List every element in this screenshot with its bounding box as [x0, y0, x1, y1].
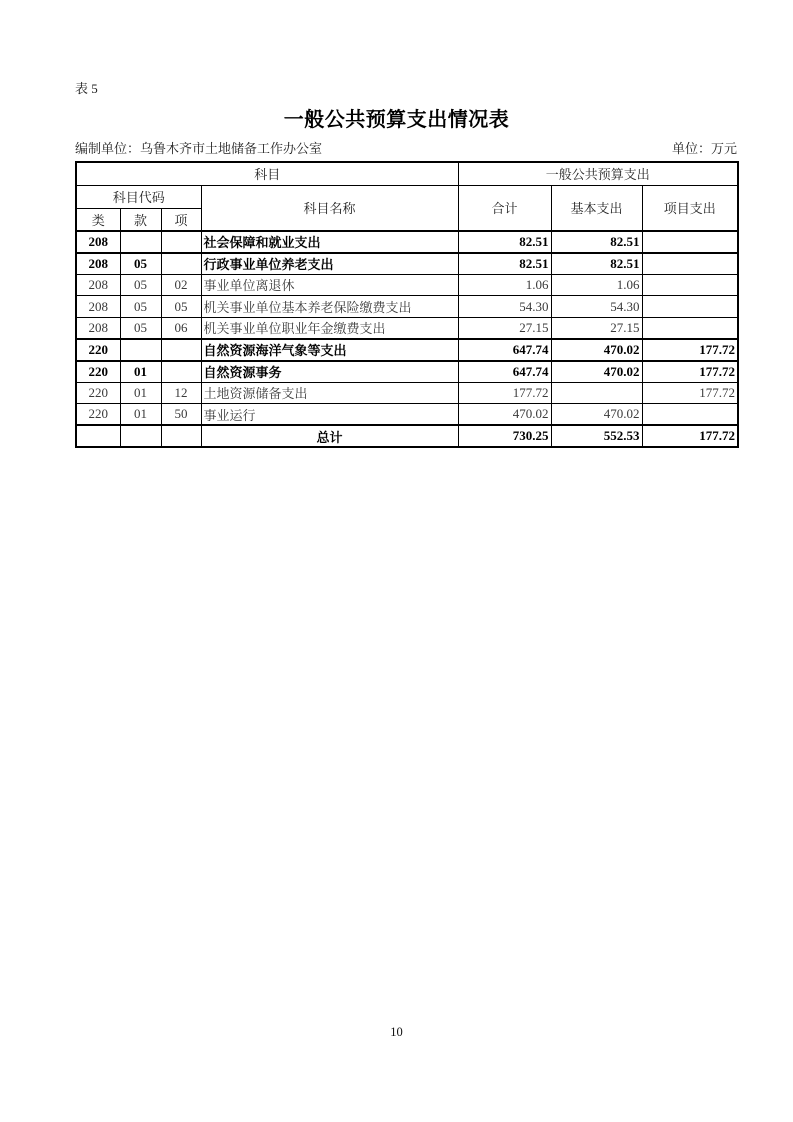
- budget-expenditure-table: [75, 161, 739, 448]
- cell-section-code: 05: [120, 296, 161, 318]
- cell-item-code: [161, 361, 201, 383]
- cell-item-code: 02: [161, 274, 201, 296]
- table-row: [76, 382, 738, 404]
- header-row-2: [76, 185, 738, 208]
- cell-basic-expenditure: 54.30: [551, 296, 642, 318]
- cell-subject-name: 事业单位离退休: [201, 274, 458, 296]
- table-row: [76, 317, 738, 339]
- cell-section-code: 05: [120, 317, 161, 339]
- table-row: [76, 339, 738, 361]
- cell-item-code: [161, 253, 201, 275]
- cell-subject-name: 总计: [201, 425, 458, 447]
- cell-class-code: 208: [76, 231, 120, 253]
- cell-project-expenditure: [642, 296, 738, 318]
- cell-basic-expenditure: 470.02: [551, 361, 642, 383]
- compiling-unit-label: 编制单位：乌鲁木齐市土地储备工作办公室: [75, 141, 323, 156]
- cell-section-code: 01: [120, 404, 161, 426]
- cell-class-code: 208: [76, 296, 120, 318]
- header-basic-expenditure: 基本支出: [551, 185, 642, 231]
- cell-basic-expenditure: 82.51: [551, 231, 642, 253]
- cell-basic-expenditure: 82.51: [551, 253, 642, 275]
- header-subject-code: 科目代码: [76, 185, 201, 208]
- cell-subject-name: 社会保障和就业支出: [201, 231, 458, 253]
- cell-basic-expenditure: 470.02: [551, 339, 642, 361]
- cell-subject-name: 事业运行: [201, 404, 458, 426]
- cell-total: 27.15: [458, 317, 551, 339]
- cell-section-code: 01: [120, 361, 161, 383]
- table-row: [76, 425, 738, 447]
- cell-class-code: 208: [76, 317, 120, 339]
- table-row: [76, 361, 738, 383]
- cell-project-expenditure: 177.72: [642, 425, 738, 447]
- table-number-label: 表 5: [75, 81, 98, 96]
- header-section: 款: [120, 208, 161, 231]
- page-number: 10: [390, 1025, 403, 1039]
- table-row: [76, 274, 738, 296]
- cell-item-code: 05: [161, 296, 201, 318]
- header-project-expenditure: 项目支出: [642, 185, 738, 231]
- cell-item-code: 50: [161, 404, 201, 426]
- cell-basic-expenditure: 470.02: [551, 404, 642, 426]
- cell-basic-expenditure: 552.53: [551, 425, 642, 447]
- cell-project-expenditure: 177.72: [642, 361, 738, 383]
- table-row: [76, 253, 738, 275]
- cell-subject-name: 机关事业单位职业年金缴费支出: [201, 317, 458, 339]
- cell-section-code: [120, 425, 161, 447]
- header-subject-name: 科目名称: [201, 185, 458, 231]
- cell-project-expenditure: [642, 404, 738, 426]
- cell-project-expenditure: [642, 274, 738, 296]
- cell-total: 647.74: [458, 361, 551, 383]
- header-total: 合计: [458, 185, 551, 231]
- cell-item-code: [161, 231, 201, 253]
- header-budget-expenditure: 一般公共预算支出: [458, 162, 738, 185]
- cell-project-expenditure: [642, 253, 738, 275]
- cell-subject-name: 机关事业单位基本养老保险缴费支出: [201, 296, 458, 318]
- cell-total: 177.72: [458, 382, 551, 404]
- cell-section-code: [120, 231, 161, 253]
- cell-class-code: 208: [76, 253, 120, 275]
- cell-subject-name: 自然资源事务: [201, 361, 458, 383]
- header-class: 类: [76, 208, 120, 231]
- cell-class-code: 208: [76, 274, 120, 296]
- cell-class-code: 220: [76, 382, 120, 404]
- cell-total: 1.06: [458, 274, 551, 296]
- cell-item-code: [161, 339, 201, 361]
- cell-class-code: 220: [76, 361, 120, 383]
- header-subject: 科目: [76, 162, 458, 185]
- cell-total: 647.74: [458, 339, 551, 361]
- table-row: [76, 231, 738, 253]
- cell-project-expenditure: 177.72: [642, 339, 738, 361]
- cell-subject-name: 自然资源海洋气象等支出: [201, 339, 458, 361]
- cell-total: 82.51: [458, 253, 551, 275]
- cell-class-code: 220: [76, 404, 120, 426]
- table-row: [76, 404, 738, 426]
- header-item: 项: [161, 208, 201, 231]
- cell-subject-name: 土地资源储备支出: [201, 382, 458, 404]
- table-row: [76, 296, 738, 318]
- header-row-1: [76, 162, 738, 185]
- cell-project-expenditure: [642, 231, 738, 253]
- cell-total: 470.02: [458, 404, 551, 426]
- cell-section-code: [120, 339, 161, 361]
- cell-item-code: 12: [161, 382, 201, 404]
- cell-total: 54.30: [458, 296, 551, 318]
- cell-item-code: [161, 425, 201, 447]
- cell-project-expenditure: [642, 317, 738, 339]
- page-title: 一般公共预算支出情况表: [283, 109, 510, 131]
- cell-subject-name: 行政事业单位养老支出: [201, 253, 458, 275]
- cell-basic-expenditure: [551, 382, 642, 404]
- cell-basic-expenditure: 1.06: [551, 274, 642, 296]
- cell-class-code: 220: [76, 339, 120, 361]
- cell-basic-expenditure: 27.15: [551, 317, 642, 339]
- cell-project-expenditure: 177.72: [642, 382, 738, 404]
- cell-total: 82.51: [458, 231, 551, 253]
- table-body: [76, 231, 738, 447]
- unit-label: 单位：万元: [671, 141, 737, 156]
- cell-item-code: 06: [161, 317, 201, 339]
- cell-section-code: 01: [120, 382, 161, 404]
- cell-section-code: 05: [120, 274, 161, 296]
- info-row: [75, 138, 737, 157]
- cell-class-code: [76, 425, 120, 447]
- cell-total: 730.25: [458, 425, 551, 447]
- table-header: [76, 162, 738, 231]
- cell-section-code: 05: [120, 253, 161, 275]
